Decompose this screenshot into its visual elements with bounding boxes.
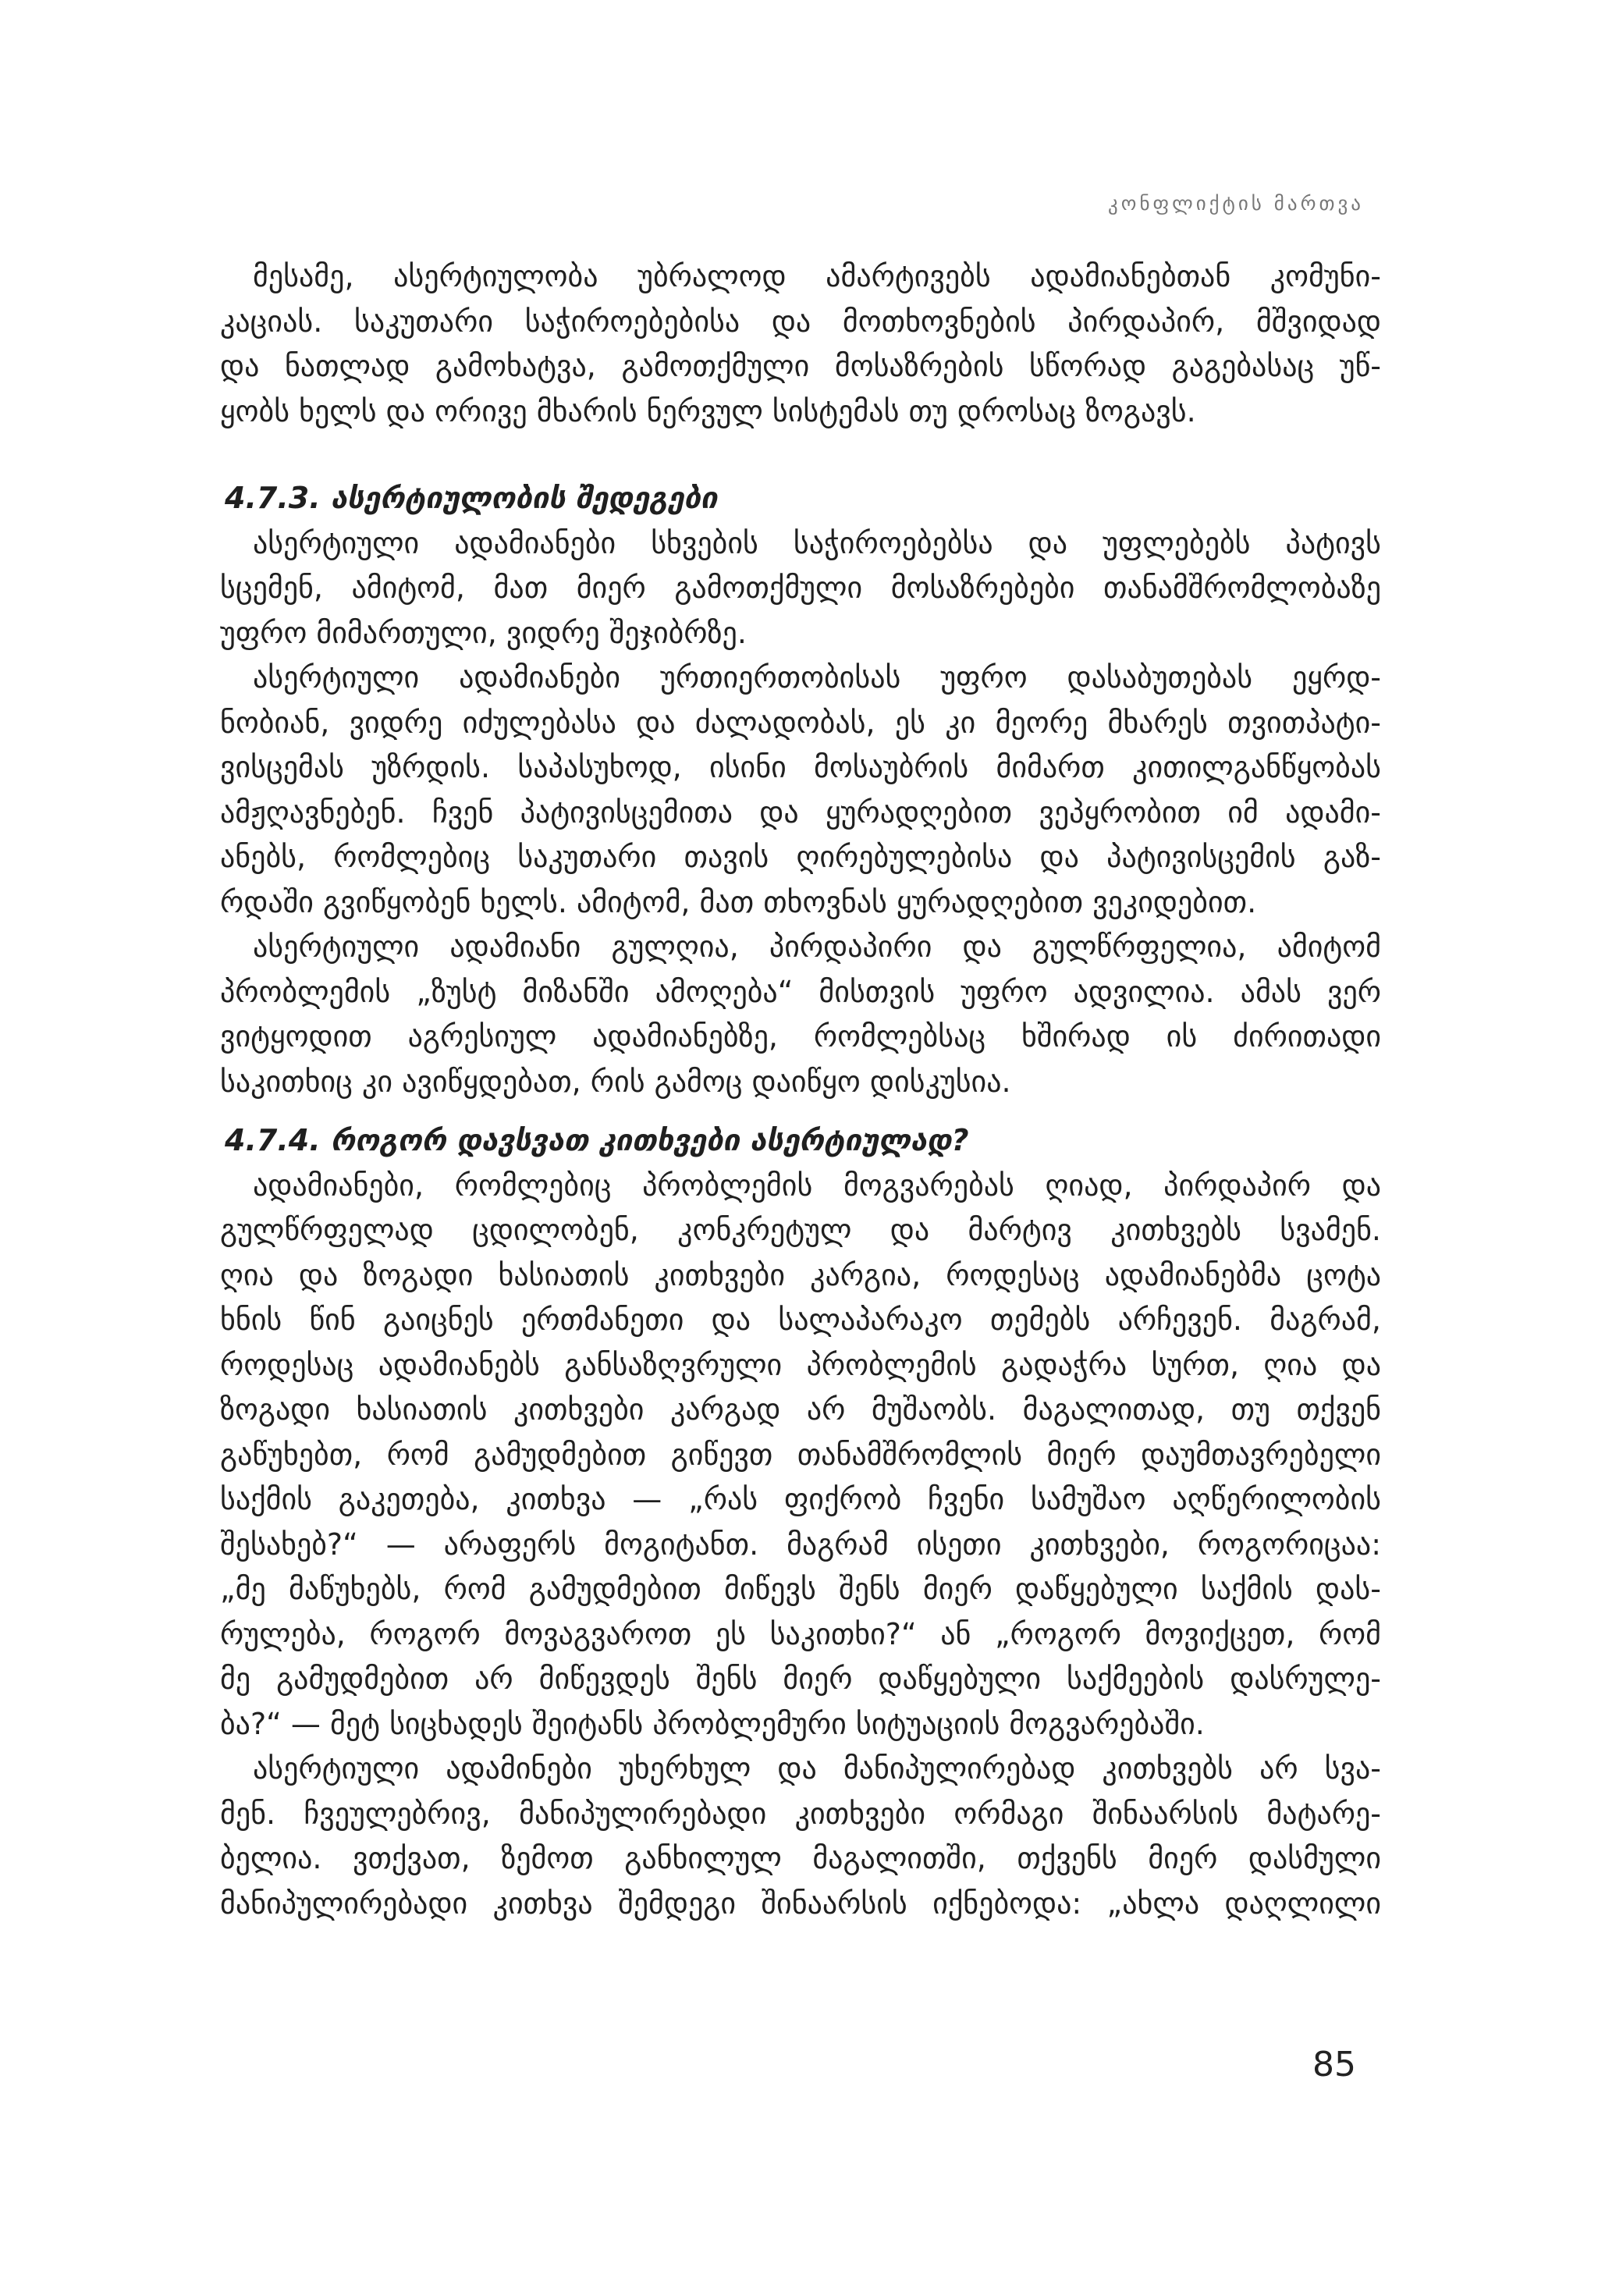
text-line: ასერტიული ადამიანი გულღია, პირდაპირი და გულწრფელია, ამიტომ [253, 929, 1381, 964]
text-line: პრობლემის „ზუსტ მიზანში ამოღება“ მისთვის უფრო ადვილია. ამას ვერ [220, 974, 1381, 1009]
text-line: გულწრფელად ცდილობენ, კონკრეტულ და მარტივ კითხვებს სვამენ. [220, 1213, 1381, 1247]
text-line: ვიტყოდით აგრესიულ ადამიანებზე, რომლებსაც ხშირად ის ძირითადი [220, 1019, 1381, 1054]
text-line: როდესაც ადამიანებს განსაზღვრული პრობლემის გადაჭრა სურთ, ღია და [220, 1347, 1381, 1382]
text-line: საქმის გაკეთება, კითხვა — „რას ფიქრობ ჩვენი სამუშაო აღწერილობის [220, 1482, 1381, 1516]
text-line: ზოგადი ხასიათის კითხვები კარგად არ მუშაობს. მაგალითად, თუ თქვენ [220, 1392, 1381, 1427]
section-heading-4-7-3: 4.7.3. ასერტიულობის შედეგები [225, 481, 718, 515]
section-gap [220, 434, 1381, 476]
text-line: მესამე, ასერტიულობა უბრალოდ ამარტივებს ადამიანებთან კომუნი- [253, 259, 1381, 293]
paragraph-4-7-3-1 [220, 521, 1381, 656]
text-line: ანებს, რომლებიც საკუთარი თავის ღირებულებისა და პატივისცემის გაზ- [220, 840, 1381, 874]
text-line: სცემენ, ამიტომ, მათ მიერ გამოთქმული მოსაზრებები თანამშრომლობაზე [220, 570, 1381, 605]
text-line: ბა?“ — მეტ სიცხადეს შეიტანს პრობლემური სიტუაციის მოგვარებაში. [220, 1706, 1205, 1741]
text-line: რულება, როგორ მოვაგვაროთ ეს საკითხი?“ ან „როგორ მოვიქცეთ, რომ [220, 1616, 1381, 1651]
text-line: ასერტიული ადამინები უხერხულ და მანიპულირებად კითხვებს არ სვა- [253, 1751, 1381, 1786]
text-line: ადამიანები, რომლებიც პრობლემის მოგვარებას ღიად, პირდაპირ და [253, 1168, 1381, 1203]
text-line: ნობიან, ვიდრე იძულებასა და ძალადობას, ეს კი მეორე მხარეს თვითპატი- [220, 705, 1381, 740]
text-line: ხნის წინ გაიცნეს ერთმანეთი და სალაპარაკო თემებს არჩევენ. მაგრამ, [220, 1303, 1381, 1337]
text-line: ასერტიული ადამიანები ურთიერთობისას უფრო დასაბუთებას ეყრდ- [253, 660, 1381, 695]
text-line: ბელია. ვთქვათ, ზემოთ განხილულ მაგალითში, თქვენს მიერ დასმული [220, 1841, 1381, 1875]
text-line: ასერტიული ადამიანები სხვების საჭიროებებსა და უფლებებს პატივს [253, 525, 1381, 560]
text-line: მანიპულირებადი კითხვა შემდეგი შინაარსის იქნებოდა: „ახლა დაღლილი [220, 1885, 1381, 1921]
text-line: მე გამუდმებით არ მიწევდეს შენს მიერ დაწყებული საქმეების დასრულე- [220, 1662, 1381, 1696]
text-line: გაწუხებთ, რომ გამუდმებით გიწევთ თანამშრომლის მიერ დაუმთავრებელი [220, 1437, 1381, 1472]
page-number: 85 [1312, 2045, 1356, 2085]
paragraph-4-7-4-2 [220, 1747, 1381, 1926]
section-gap [220, 1104, 1381, 1118]
text-line: „მე მაწუხებს, რომ გამუდმებით მიწევს შენს მიერ დაწყებული საქმის დას- [220, 1572, 1381, 1606]
paragraph-intro [220, 254, 1381, 434]
text-line: კაციას. საკუთარი საჭიროებებისა და მოთხოვნების პირდაპირ, მშვიდად [220, 304, 1381, 339]
text-line: ვისცემას უზრდის. საპასუხოდ, ისინი მოსაუბრის მიმართ კითილგანწყობას [220, 750, 1381, 784]
text-line: ღია და ზოგადი ხასიათის კითხვები კარგია, როდესაც ადამიანებმა ცოტა [220, 1257, 1381, 1292]
text-line: უფრო მიმართული, ვიდრე შეჯიბრზე. [220, 615, 747, 650]
paragraph-4-7-3-3 [220, 925, 1381, 1104]
text-line: საკითხიც კი ავიწყდებათ, რის გამოც დაიწყო დისკუსია. [220, 1064, 1011, 1099]
text-line: რდაში გვიწყობენ ხელს. ამიტომ, მათ თხოვნას ყურადღებით ვეკიდებით. [220, 884, 1257, 919]
text-line: ყობს ხელს და ორივე მხარის ნერვულ სისტემას თუ დროსაც ზოგავს. [220, 393, 1196, 428]
text-line: ამჟღავნებენ. ჩვენ პატივისცემითა და ყურადღებით ვეპყრობით იმ ადამი- [220, 794, 1381, 830]
text-line: შესახებ?“ — არაფერს მოგიტანთ. მაგრამ ისეთი კითხვები, როგორიცაა: [220, 1527, 1381, 1562]
text-line: მენ. ჩვეულებრივ, მანიპულირებადი კითხვები ორმაგი შინაარსის მატარე- [220, 1796, 1381, 1831]
paragraph-4-7-3-2 [220, 656, 1381, 925]
text-line: და ნათლად გამოხატვა, გამოთქმული მოსაზრების სწორად გაგებასაც უწ- [220, 349, 1381, 383]
running-header: კონფლიქტის მართვა [1108, 192, 1364, 215]
section-heading-4-7-4: 4.7.4. როგორ დავსვათ კითხვები ასერტიულად? [225, 1123, 969, 1157]
text-body [220, 254, 1381, 1926]
paragraph-4-7-4-1 [220, 1164, 1381, 1747]
